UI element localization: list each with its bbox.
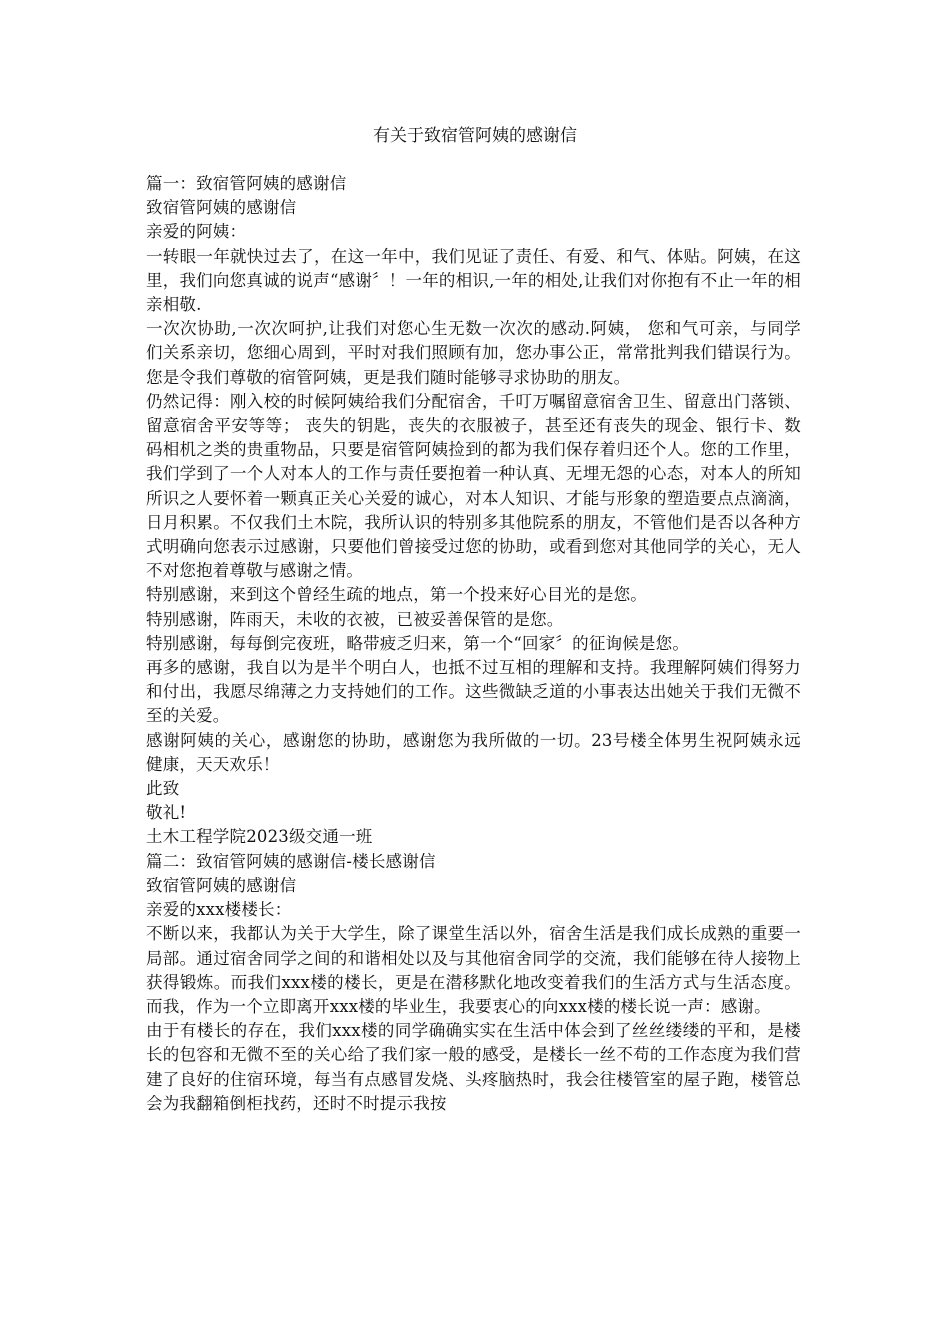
paragraph: 仍然记得：刚入校的时候阿姨给我们分配宿舍，千叮万嘱留意宿舍卫生、留意出门落锁、留意宿舍平安等等； 丧失的钥匙，丧失的衣服被子，甚至还有丧失的现金、银行卡、数码相机之类的贵重物品，只要是宿管阿姨捡到的都为我们保存着归还个人。您的工作里，我们学到了一个人对本人的工作与责任要抱着一种认真、无埋无怨的心态，对本人的所知所识之人要怀着一颗真正关心关爱的诚心，对本人知识、才能与形象的塑造要点点滴滴，日月积累。不仅我们土木院，我所认识的特别多其他院系的朋友，不管他们是否以各种方式明确向您表示过感谢，只要他们曾接受过您的协助，或看到您对其他同学的关心，无人不对您抱着尊敬与感谢之情。 <box>146 391 801 581</box>
paragraph: 特别感谢，来到这个曾经生疏的地点，第一个投来好心目光的是您。 <box>146 585 647 605</box>
paragraph: 致宿管阿姨的感谢信 <box>146 875 297 895</box>
paragraph: 特别感谢，阵雨天，未收的衣被，已被妥善保管的是您。 <box>146 609 564 629</box>
paragraph: 感谢阿姨的关心，感谢您的协助，感谢您为我所做的一切。23号楼全体男生祝阿姨永远健康，天天欢乐！ <box>146 730 801 774</box>
paragraph: 篇二：致宿管阿姨的感谢信-楼长感谢信 <box>146 851 436 871</box>
paragraph: 一转眼一年就快过去了，在这一年中，我们见证了责任、有爱、和气、体贴。阿姨，在这里，我们向您真诚的说声“感谢〞！一年的相识,一年的相处,让我们对你抱有不止一年的相亲相敬. <box>146 246 801 315</box>
document-title: 有关于致宿管阿姨的感谢信 <box>373 126 577 146</box>
paragraph: 亲爱的xxx楼楼长： <box>146 900 292 920</box>
paragraph: 再多的感谢，我自以为是半个明白人，也抵不过互相的理解和支持。我理解阿姨们得努力和付出，我愿尽绵薄之力支持她们的工作。这些微缺乏道的小事表达出她关于我们无微不至的关爱。 <box>146 658 801 726</box>
paragraph: 篇一：致宿管阿姨的感谢信 <box>146 174 347 193</box>
paragraph: 特别感谢，每每倒完夜班，略带疲乏归来，第一个“回家〞的征询候是您。 <box>146 633 690 653</box>
paragraph: 敬礼! <box>146 803 187 823</box>
paragraph: 一次次协助,一次次呵护,让我们对您心生无数一次次的感动.阿姨， 您和气可亲，与同学们关系亲切，您细心周到，平时对我们照顾有加，您办事公正，常常批判我们错误行为。您是令我们尊敬的宿管阿姨，更是我们随时能够寻求协助的朋友。 <box>146 319 801 387</box>
paragraph: 不断以来，我都认为关于大学生，除了课堂生活以外，宿舍生活是我们成长成熟的重要一局部。通过宿舍同学之间的和谐相处以及与其他宿舍同学的交流，我们能够在待人接物上获得锻炼。而我们xxx楼的楼长，更是在潜移默化地改变着我们的生活方式与生活态度。而我，作为一个立即离开xxx楼的毕业生，我要衷心的向xxx楼的楼长说一声：感谢。 <box>146 924 801 1016</box>
document-body <box>146 172 801 1116</box>
paragraph: 由于有楼长的存在，我们xxx楼的同学确确实实在生活中体会到了丝丝缕缕的平和，是楼长的包容和无微不至的关心给了我们家一般的感受，是楼长一丝不苟的工作态度为我们营建了良好的住宿环境，每当有点感冒发烧、头疼脑热时，我会往楼管室的屋子跑，楼管总会为我翻箱倒柜找药，还时不时提示我按 <box>146 1021 801 1113</box>
paragraph: 致宿管阿姨的感谢信 <box>146 198 297 218</box>
paragraph: 亲爱的阿姨： <box>146 222 247 242</box>
paragraph: 此致 <box>146 779 180 799</box>
paragraph: 土木工程学院2023级交通一班 <box>146 827 373 847</box>
